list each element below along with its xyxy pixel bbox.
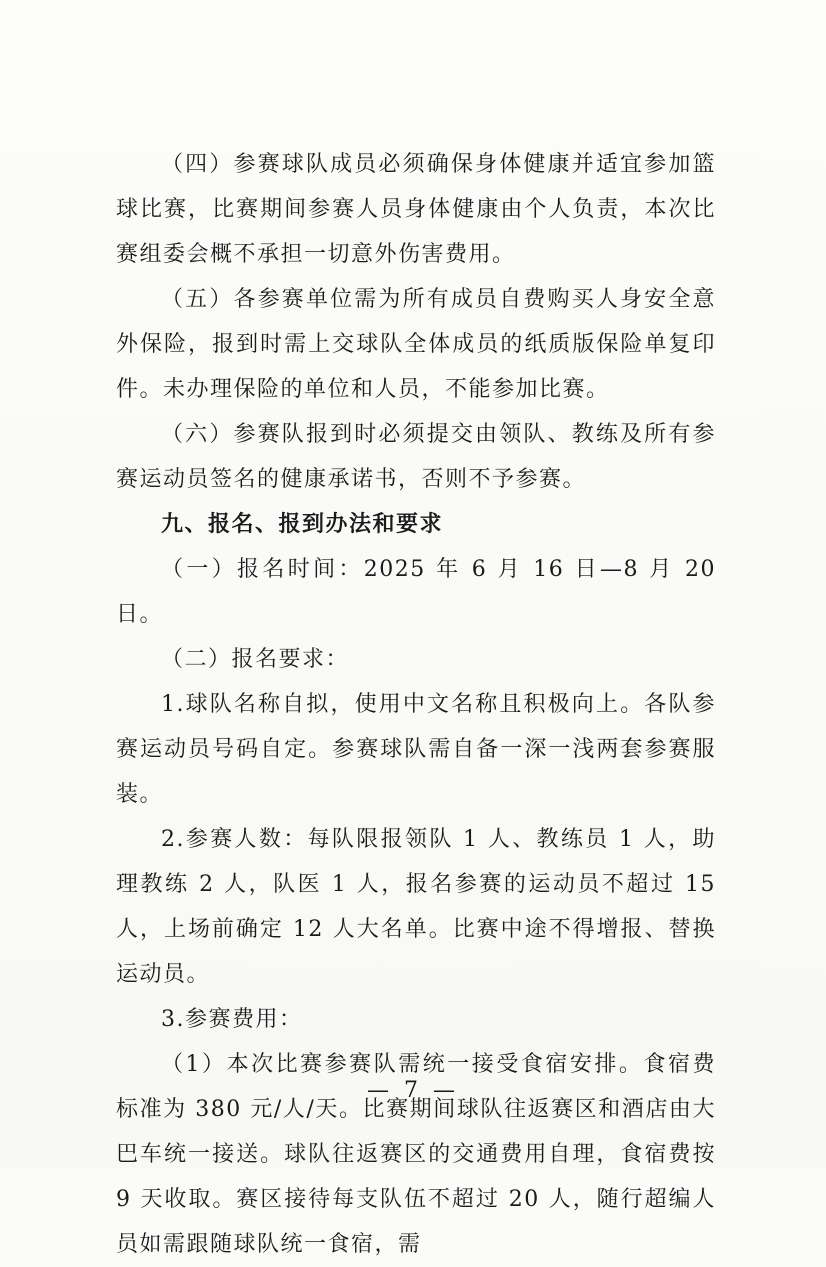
- paragraph-fees-title: 3.参赛费用：: [161, 1007, 303, 1032]
- page-number: — 7 —: [367, 1078, 459, 1103]
- paragraph-5-insurance: （五）各参赛单位需为所有成员自费购买人身安全意外保险，报到时需上交球队全体成员的纸质版保险单复印件。未办理保险的单位和人员，不能参加比赛。: [116, 287, 716, 402]
- paragraph-team-size: 2.参赛人数：每队限报领队 1 人、教练员 1 人，助理教练 2 人，队医 1 人，报名参赛的运动员不超过 15 人，上场前确定 12 人大名单。比赛中途不得增报、替换运动员。: [116, 827, 716, 987]
- paragraph-team-name: 1.球队名称自拟，使用中文名称且积极向上。各队参赛运动员号码自定。参赛球队需自备一深一浅两套参赛服装。: [116, 692, 716, 807]
- paragraph-registration-time: （一）报名时间：2025 年 6 月 16 日—8 月 20 日。: [116, 557, 716, 627]
- paragraph-4-health: （四）参赛球队成员必须确保身体健康并适宜参加篮球比赛，比赛期间参赛人员身体健康由个人负责，本次比赛组委会概不承担一切意外伤害费用。: [116, 152, 716, 267]
- paragraph-fees-detail: （1）本次比赛参赛队需统一接受食宿安排。食宿费标准为 380 元/人/天。比赛期间球队往返赛区和酒店由大巴车统一接送。球队往返赛区的交通费用自理，食宿费按 9 天收取。赛区接待每支队伍不超过 20 人，随行超编人员如需跟随球队统一食宿，需: [116, 1052, 716, 1257]
- paragraph-registration-requirements: （二）报名要求：: [161, 647, 350, 672]
- section-heading-registration: 九、报名、报到办法和要求: [161, 512, 444, 537]
- paragraph-6-health-pledge: （六）参赛队报到时必须提交由领队、教练及所有参赛运动员签名的健康承诺书，否则不予参赛。: [116, 422, 716, 492]
